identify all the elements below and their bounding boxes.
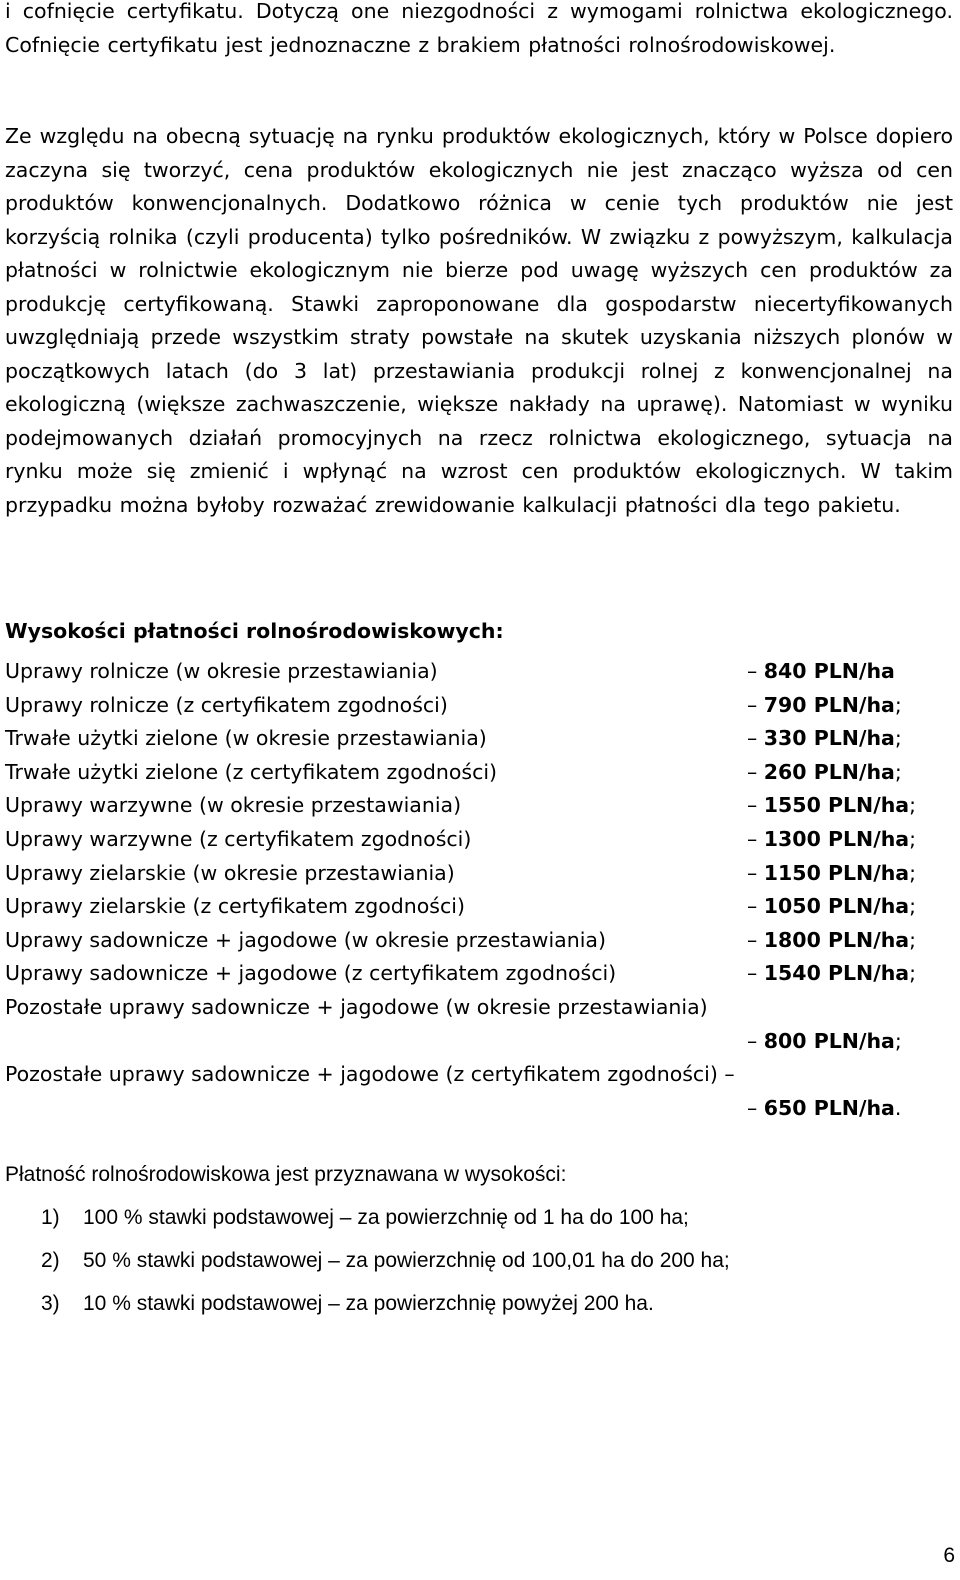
rate-dash: –: [747, 894, 764, 919]
rate-suffix: ;: [894, 726, 902, 751]
list-item-text: 50 % stawki podstawowej – za powierzchnię od 100,01 ha do 200 ha;: [83, 1249, 730, 1272]
rate-suffix: .: [894, 1095, 902, 1120]
rate-dash: –: [747, 826, 764, 851]
rate-dash: –: [747, 1095, 764, 1120]
rate-label: Pozostałe uprawy sadownicze + jagodowe (w okresie przestawiania): [5, 994, 708, 1019]
list-item-text: 100 % stawki podstawowej – za powierzchnię od 1 ha do 100 ha;: [83, 1206, 689, 1229]
rate-value: [747, 722, 953, 756]
rate-dash: –: [747, 692, 764, 717]
rate-amount: 260 PLN/ha: [763, 759, 895, 784]
rate-row-value: [5, 1092, 953, 1126]
rate-value: [747, 1025, 953, 1059]
rate-suffix: ;: [894, 692, 902, 717]
rate-row: [5, 890, 953, 924]
rate-value: [747, 857, 953, 891]
rate-row: [5, 689, 953, 723]
rate-label: Uprawy rolnicze (z certyfikatem zgodności): [5, 692, 448, 717]
rate-amount: 1800 PLN/ha: [763, 927, 910, 952]
rate-amount: 1550 PLN/ha: [763, 793, 910, 818]
rate-value: [747, 655, 953, 689]
rate-value: [747, 890, 953, 924]
rate-label: Uprawy rolnicze (w okresie przestawiania): [5, 659, 438, 683]
rate-suffix: ;: [894, 1028, 902, 1053]
rate-label: Uprawy warzywne (w okresie przestawiania): [5, 793, 462, 818]
rate-dash: –: [747, 793, 764, 818]
list-item-text: 10 % stawki podstawowej – za powierzchnię powyżej 200 ha.: [83, 1292, 654, 1315]
rate-value: [747, 689, 953, 723]
rate-amount: 1300 PLN/ha: [763, 826, 910, 851]
rate-amount: 1150 PLN/ha: [763, 860, 910, 885]
rate-suffix: ;: [909, 860, 917, 885]
rate-row: [5, 823, 953, 857]
rate-label: Trwałe użytki zielone (w okresie przestawiania): [5, 726, 487, 751]
rate-label: Pozostałe uprawy sadownicze + jagodowe (z certyfikatem zgodności) –: [5, 1062, 735, 1087]
rate-row: [5, 991, 953, 1025]
rate-value: [747, 789, 953, 823]
rate-row-value: [5, 1025, 953, 1059]
rate-dash: –: [747, 961, 764, 986]
rate-label: Uprawy sadownicze + jagodowe (w okresie przestawiania): [5, 927, 606, 952]
rates-heading: Wysokości płatności rolnośrodowiskowych:: [5, 619, 504, 643]
rate-row: [5, 957, 953, 991]
rate-row: [5, 924, 953, 958]
rate-suffix: ;: [894, 759, 902, 784]
rate-amount: 790 PLN/ha: [763, 692, 895, 717]
rate-amount: 650 PLN/ha: [763, 1095, 895, 1120]
rate-label: Trwałe użytki zielone (z certyfikatem zgodności): [5, 759, 498, 784]
rate-row: [5, 1058, 953, 1092]
rate-amount: 840 PLN/ha: [763, 659, 895, 683]
list-item-number: 1): [41, 1206, 60, 1229]
rate-row: [5, 789, 953, 823]
rate-row: [5, 655, 953, 689]
rate-value: [747, 1092, 953, 1126]
rate-dash: –: [747, 860, 764, 885]
rate-row: [5, 756, 953, 790]
list-item-number: 3): [41, 1292, 60, 1315]
rate-value: [747, 756, 953, 790]
rate-suffix: ;: [909, 826, 917, 851]
rate-dash: –: [747, 1028, 764, 1053]
rate-dash: –: [747, 759, 764, 784]
rate-suffix: ;: [909, 927, 917, 952]
rate-amount: 330 PLN/ha: [763, 726, 895, 751]
list-item: [41, 1289, 730, 1332]
rate-value: [747, 823, 953, 857]
rate-suffix: ;: [909, 793, 917, 818]
rate-dash: –: [747, 659, 764, 683]
rate-dash: –: [747, 927, 764, 952]
rate-suffix: ;: [909, 961, 917, 986]
rate-amount: 800 PLN/ha: [763, 1028, 895, 1053]
rate-value: [747, 957, 953, 991]
rate-label: Uprawy sadownicze + jagodowe (z certyfikatem zgodności): [5, 961, 617, 986]
page-number: 6: [943, 1544, 955, 1567]
payment-tiers-list: [41, 1203, 730, 1332]
payment-intro: Płatność rolnośrodowiskowa jest przyznawana w wysokości:: [5, 1163, 567, 1186]
rate-row: [5, 722, 953, 756]
list-item: [41, 1203, 730, 1246]
list-item: [41, 1246, 730, 1289]
rate-value: [747, 924, 953, 958]
paragraph-certificate: i cofnięcie certyfikatu. Dotyczą one niezgodności z wymogami rolnictwa ekologicznego. Cofnięcie certyfikatu jest jednoznaczne z brakiem płatności rolnośrodowiskowej.: [5, 0, 953, 57]
rate-dash: –: [747, 726, 764, 751]
rate-label: Uprawy zielarskie (z certyfikatem zgodności): [5, 894, 465, 919]
rates-list: [5, 655, 953, 1125]
rate-amount: 1540 PLN/ha: [763, 961, 910, 986]
rate-row: [5, 857, 953, 891]
list-item-number: 2): [41, 1249, 60, 1272]
rate-label: Uprawy zielarskie (w okresie przestawiania): [5, 860, 455, 885]
rate-suffix: ;: [909, 894, 917, 919]
rate-label: Uprawy warzywne (z certyfikatem zgodności): [5, 826, 472, 851]
paragraph-market-situation: Ze względu na obecną sytuację na rynku produktów ekologicznych, który w Polsce dopiero zaczyna się tworzyć, cena produktów ekologicznych nie jest znacząco wyższa od cen produktów konwencjonalnych. Dodatkowo różnica w cenie tych produktów nie jest korzyścią rolnika (czyli producenta) tylko pośredników. W związku z powyższym, kalkulacja płatności w rolnictwie ekologicznym nie bierze pod uwagę wyższych cen produktów za produkcję certyfikowaną. Stawki zaproponowane dla gospodarstw niecertyfikowanych uwzględniają przede wszystkim straty powstałe na skutek uzyskania niższych plonów w początkowych latach (do 3 lat) przestawiania produkcji rolnej z konwencjonalnej na ekologiczną (większe zachwaszczenie, większe nakłady na uprawę). Natomiast w wyniku podejmowanych działań promocyjnych na rzecz rolnictwa ekologicznego, sytuacja na rynku może się zmienić i wpłynąć na wzrost cen produktów ekologicznych. W takim przypadku można byłoby rozważać zrewidowanie kalkulacji płatności dla tego pakietu.: [5, 124, 953, 517]
rate-amount: 1050 PLN/ha: [763, 894, 910, 919]
